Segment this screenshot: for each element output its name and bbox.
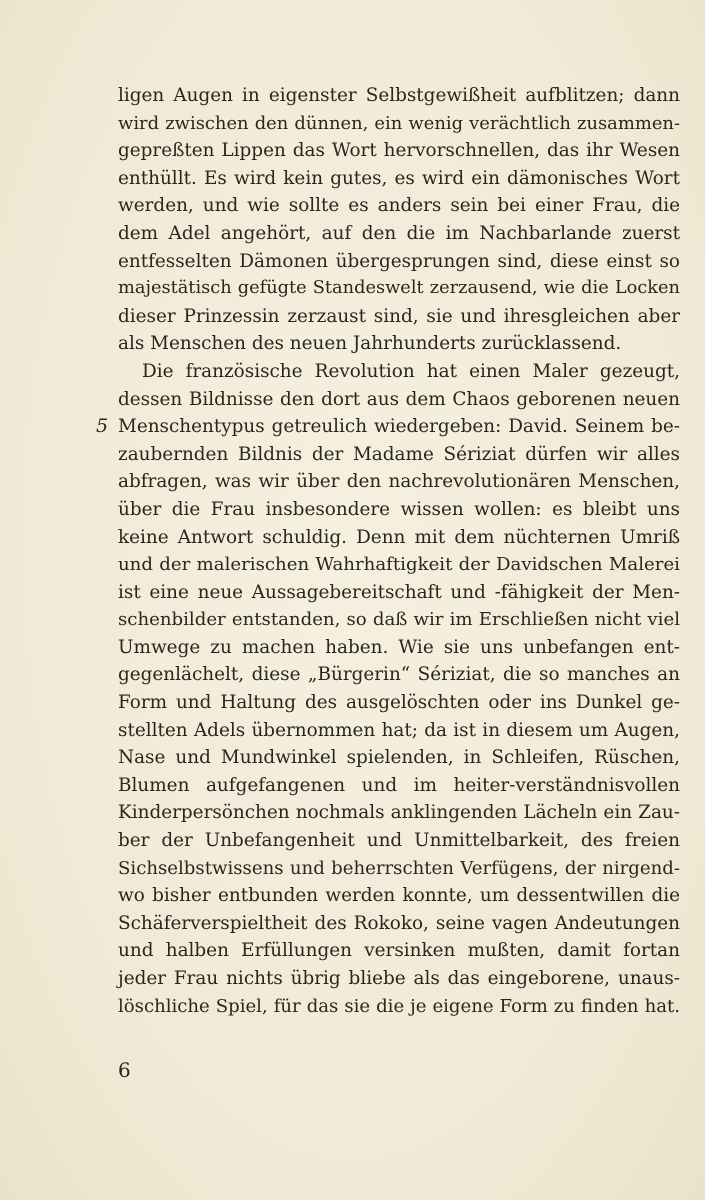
text-line: gepreßten Lippen das Wort hervorschnellen, das ihr Wesen xyxy=(118,140,680,162)
margin-line-number: 5 xyxy=(96,415,109,437)
text-line: wird zwischen den dünnen, ein wenig verächtlich zusammen- xyxy=(118,112,680,134)
text-line: ber der Unbefangenheit und Unmittelbarkeit, des freien xyxy=(118,830,680,852)
text-line: über die Frau insbesondere wissen wollen: es bleibt uns xyxy=(118,498,680,520)
text-line: enthüllt. Es wird kein gutes, es wird ein dämonisches Wort xyxy=(118,167,680,189)
text-line: löschliche Spiel, für das sie die je eigene Form zu finden hat. xyxy=(118,995,680,1017)
paragraph-start-line: Die französische Revolution hat einen Maler gezeugt, xyxy=(142,360,680,382)
text-line: stellten Adels übernommen hat; da ist in diesem um Augen, xyxy=(118,719,680,741)
text-line: werden, und wie sollte es anders sein bei einer Frau, die xyxy=(118,195,680,217)
text-line: und der malerischen Wahrhaftigkeit der Davidschen Malerei xyxy=(118,554,680,576)
text-line: dem Adel angehört, auf den die im Nachbarlande zuerst xyxy=(118,222,680,244)
text-line: zaubernden Bildnis der Madame Sériziat dürfen wir alles xyxy=(118,443,680,465)
text-line: und halben Erfüllungen versinken mußten, damit fortan xyxy=(118,940,680,962)
text-line: abfragen, was wir über den nachrevolutionären Menschen, xyxy=(118,471,680,493)
paragraph-end-line: als Menschen des neuen Jahrhunderts zurücklassend. xyxy=(118,333,622,355)
text-line: Menschentypus getreulich wiedergeben: David. Seinem be- xyxy=(118,416,680,438)
text-line: gegenlächelt, diese „Bürgerin“ Sériziat, die so manches an xyxy=(118,664,680,686)
text-line: jeder Frau nichts übrig bliebe als das eingeborene, unaus- xyxy=(118,968,680,989)
text-line: ist eine neue Aussagebereitschaft und -fähigkeit der Men- xyxy=(118,581,680,603)
text-line: Sichselbstwissens und beherrschten Verfügens, der nirgend- xyxy=(118,857,680,879)
text-line: Schäferverspieltheit des Rokoko, seine vagen Andeutungen xyxy=(118,912,680,934)
text-line: schenbilder entstanden, so daß wir im Erschließen nicht viel xyxy=(118,609,680,631)
text-line: entfesselten Dämonen übergesprungen sind, diese einst so xyxy=(118,250,680,272)
text-line: Form und Haltung des ausgelöschten oder ins Dunkel ge- xyxy=(118,692,680,714)
body-text xyxy=(118,82,680,1020)
text-line: Kinderpersönchen nochmals anklingenden Lächeln ein Zau- xyxy=(118,802,680,824)
text-line: dessen Bildnisse den dort aus dem Chaos geborenen neuen xyxy=(118,388,680,410)
text-line: dieser Prinzessin zerzaust sind, sie und ihresgleichen aber xyxy=(118,305,680,327)
text-line: ligen Augen in eigenster Selbstgewißheit aufblitzen; dann xyxy=(118,85,680,106)
text-line: Blumen aufgefangenen und im heiter-verständnisvollen xyxy=(118,774,680,796)
text-line: Nase und Mundwinkel spielenden, in Schleifen, Rüschen, xyxy=(118,747,680,769)
text-line: Umwege zu machen haben. Wie sie uns unbefangen ent- xyxy=(118,636,680,658)
page-number: 6 xyxy=(118,1058,131,1082)
text-line: wo bisher entbunden werden konnte, um dessentwillen die xyxy=(118,885,680,907)
text-line: keine Antwort schuldig. Denn mit dem nüchternen Umriß xyxy=(118,526,680,548)
text-line: majestätisch gefügte Standeswelt zerzausend, wie die Locken xyxy=(118,278,680,299)
